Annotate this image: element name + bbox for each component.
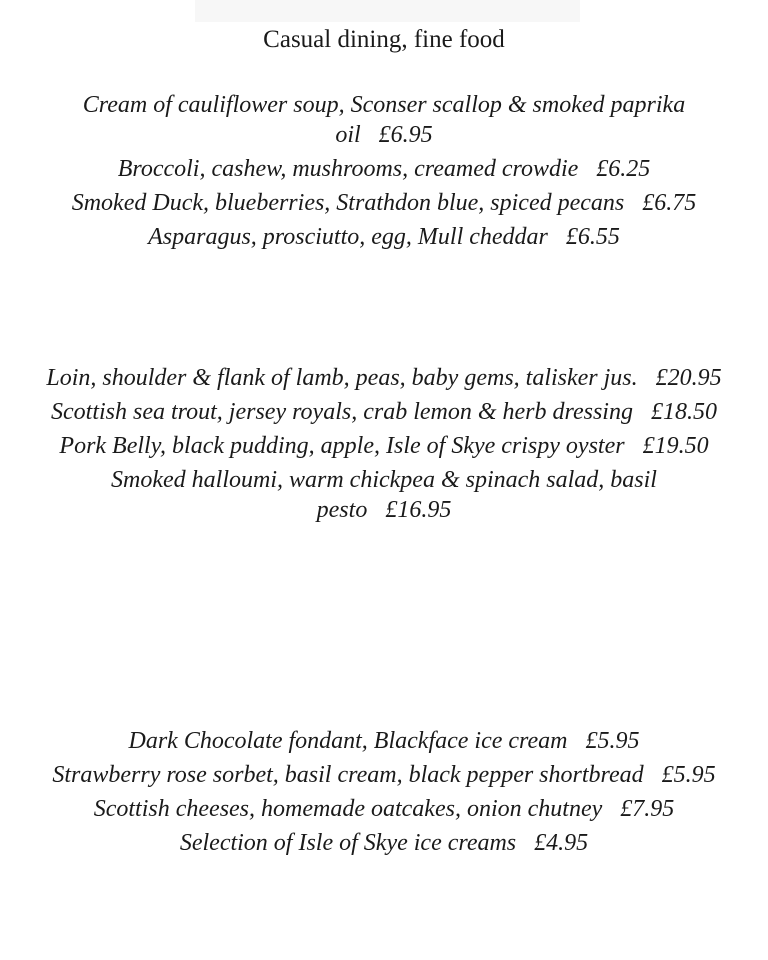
- menu-item: [44, 828, 724, 858]
- item-price: £7.95: [620, 796, 675, 822]
- menu-item: [44, 188, 724, 218]
- item-name: Dark Chocolate fondant, Blackface ice cream: [128, 728, 568, 754]
- item-price: £20.95: [655, 365, 722, 391]
- menu-item: [44, 397, 724, 427]
- menu-item: [44, 363, 724, 393]
- menu-item: [44, 726, 724, 756]
- item-price: £18.50: [650, 399, 717, 425]
- item-name: Loin, shoulder & flank of lamb, peas, baby gems, talisker jus.: [46, 365, 638, 391]
- item-price: £19.50: [642, 433, 709, 459]
- item-price: £6.75: [642, 190, 697, 216]
- item-name: Cream of cauliflower soup, Sconser scallop & smoked paprika oil: [82, 92, 686, 148]
- item-name: Pork Belly, black pudding, apple, Isle of Skye crispy oyster: [59, 433, 625, 459]
- menu-item: [44, 154, 724, 184]
- item-price: £6.55: [565, 224, 620, 250]
- item-name: Smoked Duck, blueberries, Strathdon blue, spiced pecans: [71, 190, 625, 216]
- menu-item: [44, 794, 724, 824]
- menu-item: [44, 431, 724, 461]
- menu-item: [44, 760, 724, 790]
- starters-section: [0, 90, 768, 256]
- item-name: Smoked halloumi, warm chickpea & spinach salad, basil pesto: [111, 467, 657, 523]
- menu-item: [44, 90, 724, 150]
- mains-section: [0, 363, 768, 529]
- item-name: Broccoli, cashew, mushrooms, creamed crowdie: [117, 156, 579, 182]
- item-price: £5.95: [661, 762, 716, 788]
- item-name: Asparagus, prosciutto, egg, Mull cheddar: [148, 224, 548, 250]
- desserts-section: [0, 726, 768, 862]
- menu-item: [44, 465, 724, 525]
- item-price: £6.95: [378, 122, 433, 148]
- item-price: £5.95: [585, 728, 640, 754]
- item-price: £16.95: [385, 497, 452, 523]
- item-name: Scottish cheeses, homemade oatcakes, onion chutney: [93, 796, 603, 822]
- top-strip: [195, 0, 580, 22]
- item-name: Strawberry rose sorbet, basil cream, black pepper shortbread: [52, 762, 644, 788]
- item-price: £6.25: [596, 156, 651, 182]
- item-price: £4.95: [534, 830, 589, 856]
- item-name: Selection of Isle of Skye ice creams: [179, 830, 517, 856]
- menu-title: Casual dining, fine food: [263, 26, 505, 53]
- item-name: Scottish sea trout, jersey royals, crab lemon & herb dressing: [51, 399, 633, 425]
- menu-item: [44, 222, 724, 252]
